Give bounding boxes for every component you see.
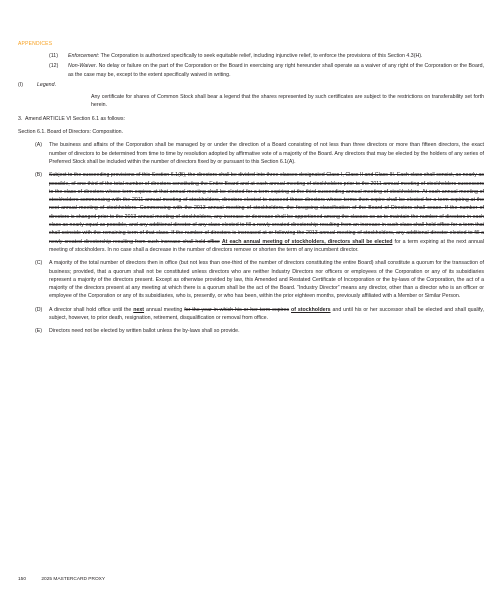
paragraph-text: for a term expiring at the next annual meeting of stockholders. In no case shall a decrease in the number of directors remove or shorten the term of any incumbent director. xyxy=(49,238,485,253)
paragraph-text: A majority of the total number of directors then in office (but not less than one-third of the number of directors constituting the entire Board) shall constitute a quorum for the transaction of business; provided, that a quorum shall not be constituted unless directors who are neither Industry Directors nor officers or employees of the Corporation or any of its subsidiaries represent a majority of the directors present. Except as otherwise provided by law, this Amended and Restated Certificate of Incorporation or the by-laws of the Corporation, the act of a majority of the directors present at any meeting at which there is a quorum shall be the act of the Board. “Industry Director” means any director, other than a director who is an officer or employee of the Corporation or any of its subsidiaries, who is, presently, or who has been, within the prior eighteen months, previously affiliated with a Member or Similar Person. xyxy=(49,260,484,300)
inserted-text: next xyxy=(133,306,145,313)
item-number: (I) xyxy=(18,81,23,88)
item-enforcement xyxy=(49,52,484,60)
paragraph-e xyxy=(18,327,484,335)
item-text: . No delay or failure on the part of the Corporation or the Board in exercising any right hereunder shall operate as a waiver of any right of the Corporation or the Board, as the case may be, except to the extent specifically waived in writing. xyxy=(68,63,484,78)
document-body xyxy=(18,52,484,336)
item-non-waiver xyxy=(49,62,484,79)
paragraph-text: annual meeting xyxy=(144,306,185,313)
deleted-text: Subject to the succeeding provisions of this Section 6.1(B), the directors shall be divided into three classes designated Class I, Class II and Class III. Each class shall consist, as nearly as possible, of one third of the total number of directors constituting the Entire Board and at each annual meeting of stockholders prior to the 2011 annual meeting of stockholders successors to the class of directors whose term expires at that annual meeting shall be elected for a term expiring at the third succeeding annual meeting of stockholders. At each annual meeting of stockholders commencing with the 2011 annual meeting of stockholders, directors elected to succeed those directors whose terms then expire shall be elected for a term expiring at the next annual meeting of stockholders. Commencing with the 2013 annual meeting of stockholders, the foregoing classification of the Board of Directors shall cease. If the number of directors is changed prior to the 2013 annual meeting of stockholders, any increase or decrease shall be apportioned among the classes so as to maintain the number of directors in each class as nearly equal as possible, and any additional director of any class elected to fill a newly created directorship resulting from an increase in such class shall hold office for a term that shall coincide with the remaining term of that class. If the number of directors is increased at or following the 2013 annual meeting of stockholders, any additional director elected to fill a newly created directorship resulting from such increase shall hold office xyxy=(49,172,484,245)
item-title: Non-Waiver xyxy=(68,63,96,70)
paragraph-b xyxy=(18,171,484,254)
inserted-text: At each annual meeting of stockholders, directors shall be elected xyxy=(221,238,393,245)
paragraph-c xyxy=(18,259,484,300)
item-number: (12) xyxy=(49,63,59,70)
inserted-text: of stockholders xyxy=(291,306,331,313)
deleted-text: for the year in which his or her term expires xyxy=(184,306,290,313)
paragraph-number: (E) xyxy=(35,328,42,335)
paragraph-text: and until his or her successor shall be elected and shall qualify, subject, however, to prior death, resignation, retirement, disqualification or removal from office. xyxy=(49,306,484,322)
paragraph-text: A director shall hold office until the xyxy=(49,306,134,313)
document-title: 2025 MASTERCARD PROXY xyxy=(41,577,106,582)
paragraph-text: Directors need not be elected by written ballot unless the by-laws shall so provide. xyxy=(49,328,240,335)
paragraph-number: (B) xyxy=(35,172,42,179)
page-number: 150 xyxy=(18,577,27,582)
paragraph-number: (A) xyxy=(35,142,42,149)
item-legend: (I) Legend. xyxy=(18,81,56,88)
item-text: : The Corporation is authorized specifically to seek equitable relief, including injunctive relief, to enforce the provisions of this Section 4.3(H). xyxy=(97,53,423,59)
paragraph-text: The business and affairs of the Corporation shall be managed by or under the direction of a Board consisting of not less than three directors or more than fifteen directors, the exact number of directors to be determined from time to time by resolution adopted by affirmative vote of a majority of the Board. Any directors that may be elected by the holders of any series of Preferred Stock shall be included within the number of directors fixed by or pursuant to this Section 6.1(A). xyxy=(49,142,484,165)
legend-text: Any certificate for shares of Common Stock shall bear a legend that the shares represented by such certificates are subject to the restrictions on transferability set forth herein. xyxy=(91,94,484,109)
item-number: (11) xyxy=(49,53,58,59)
item-title: Enforcement xyxy=(68,53,98,59)
paragraph-number: (D) xyxy=(35,306,43,313)
section-title: Section 6.1. Board of Directors: Composition. xyxy=(18,129,124,136)
paragraph-number: (C) xyxy=(35,260,43,267)
paragraph-d xyxy=(18,306,484,323)
section-label: APPENDICES xyxy=(18,41,53,47)
amendment-heading: 3. Amend ARTICLE VI Section 6.1 as follows: xyxy=(18,115,125,122)
paragraph-a xyxy=(18,141,484,166)
page-footer xyxy=(18,576,119,584)
item-title: Legend xyxy=(37,81,55,88)
